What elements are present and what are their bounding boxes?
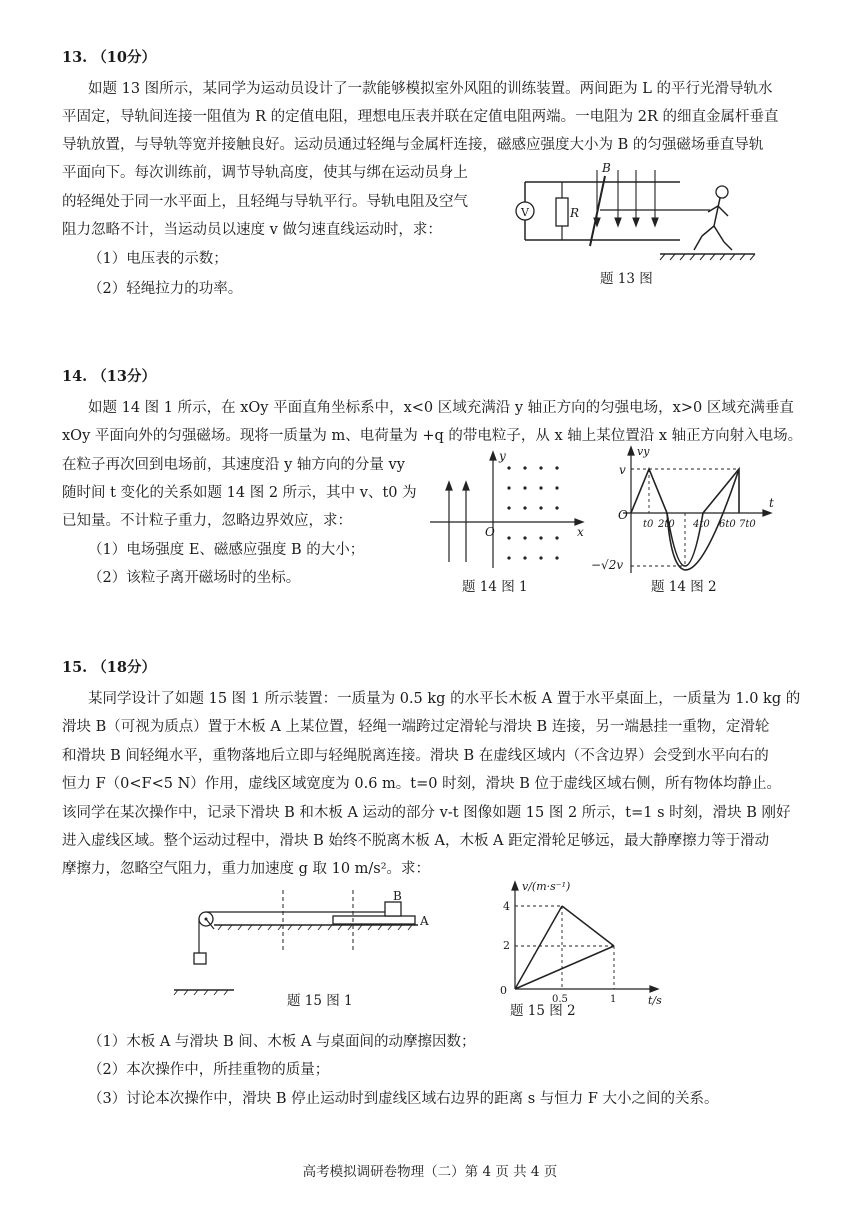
q14-figure-1-caption: 题 14 图 1 (462, 579, 528, 595)
q15-line: 摩擦力，忽略空气阻力，重力加速度 g 取 10 m/s²。求： (62, 861, 431, 877)
q15-fig2-y-label: v/(m·s⁻¹) (522, 880, 571, 893)
q14-figure-1 (425, 450, 590, 575)
q15-figure-2 (490, 878, 680, 1007)
q13-line: 的轻绳处于同一水平面上，且轻绳与导轨平行。导轨电阻及空气 (62, 194, 468, 210)
q14-fig2-tick: 6t0 (719, 519, 736, 530)
q14-fig2-neg-label: −√2v (591, 558, 624, 572)
q15-figure-1-caption: 题 15 图 1 (287, 993, 353, 1009)
q14-fig1-y-label: y (499, 449, 506, 463)
q15-fig1-b-label: B (393, 889, 402, 903)
q15-line: 滑块 B（可视为质点）置于木板 A 上某位置，轻绳一端跨过定滑轮与滑块 B 连接，另一端悬挂一重物，定滑轮 (62, 719, 770, 735)
q14-line: 随时间 t 变化的关系如题 14 图 2 所示，其中 v、t0 为 (62, 485, 417, 501)
q13-resistor-label: R (570, 206, 580, 220)
q15-fig2-y-tick: 4 (503, 900, 510, 913)
q15-item: （3）讨论本次操作中，滑块 B 停止运动时到虚线区域右边界的距离 s 与恒力 F 大小之间的关系。 (88, 1091, 719, 1107)
q14-fig2-y-label: vy (637, 445, 650, 458)
q15-fig2-x-tick: 1 (610, 994, 617, 1005)
q13-b-label: B (602, 161, 611, 175)
q15-figure-2-caption: 题 15 图 2 (510, 1003, 576, 1019)
q14-fig2-tick: 4t0 (693, 519, 710, 530)
q14-fig1-field-dots (507, 466, 558, 559)
q13-item: （1）电压表的示数； (88, 251, 228, 267)
q15-line: 该同学在某次操作中，记录下滑块 B 和木板 A 运动的部分 v-t 图像如题 15 图 2 所示，t=1 s 时刻，滑块 B 刚好 (62, 805, 791, 821)
q14-item: （1）电场强度 E、磁感应强度 B 的大小； (88, 542, 365, 558)
q13-line: 阻力忽略不计，当运动员以速度 v 做匀速直线运动时，求： (62, 222, 442, 238)
q14-fig2-origin: O (618, 508, 628, 522)
q13-figure (510, 160, 760, 270)
q13-line: 如题 13 图所示，某同学为运动员设计了一款能够模拟室外风阻的训练装置。两间距为 L 的平行光滑导轨水 (88, 81, 773, 97)
q14-fig2-v-label: v (619, 463, 626, 477)
q14-fig2-tick: t0 (643, 519, 654, 530)
q15-fig2-y-tick: 2 (503, 939, 510, 952)
q15-line: 某同学设计了如题 15 图 1 所示装置：一质量为 0.5 kg 的水平长木板 A 置于水平桌面上，一质量为 1.0 kg 的 (88, 691, 801, 707)
q13-header: 13. （10分） (62, 49, 156, 66)
page-footer: 高考模拟调研卷物理（二）第 4 页 共 4 页 (302, 1164, 558, 1180)
q15-header: 15. （18分） (62, 659, 156, 676)
q15-line: 进入虚线区域。整个运动过程中，滑块 B 始终不脱离木板 A，木板 A 距定滑轮足够远，最大静摩擦力等于滑动 (62, 833, 770, 849)
q15-fig2-x-tick: 0.5 (552, 994, 568, 1005)
q14-fig1-x-label: x (577, 525, 584, 539)
q15-fig1-a-label: A (420, 914, 429, 928)
q14-line: 如题 14 图 1 所示，在 xOy 平面直角坐标系中，x<0 区域充满沿 y 轴正方向的匀强电场，x>0 区域充满垂直 (88, 400, 794, 416)
q15-fig2-x-label: t/s (648, 994, 662, 1007)
q14-fig1-origin: O (485, 525, 495, 539)
q13-line: 平固定，导轨间连接一阻值为 R 的定值电阻，理想电压表并联在定值电阻两端。一电阻为 2R 的细直金属杆垂直 (62, 109, 779, 125)
q14-fig2-tick: 7t0 (739, 519, 756, 530)
q14-header: 14. （13分） (62, 368, 156, 385)
q14-line: 在粒子再次回到电场前，其速度沿 y 轴方向的分量 vy (62, 457, 405, 473)
q15-line: 和滑块 B 间轻绳水平，重物落地后立即与轻绳脱离连接。滑块 B 在虚线区域内（不含边界）会受到水平向右的 (62, 748, 769, 764)
q15-fig2-origin: 0 (500, 984, 507, 997)
q15-item: （2）本次操作中，所挂重物的质量； (88, 1062, 330, 1078)
q13-voltmeter-label: V (521, 206, 529, 219)
q13-line: 导轨放置，与导轨等宽并接触良好。运动员通过轻绳与金属杆连接，磁感应强度大小为 B 的匀强磁场垂直导轨 (62, 137, 764, 153)
q14-item: （2）该粒子离开磁场时的坐标。 (88, 570, 301, 586)
q13-figure-caption: 题 13 图 (600, 271, 653, 287)
q14-line: 已知量。不计粒子重力，忽略边界效应，求： (62, 513, 352, 529)
q14-fig2-x-label: t (769, 496, 774, 510)
q15-line: 恒力 F（0<F<5 N）作用，虚线区域宽度为 0.6 m。t=0 时刻，滑块 B 位于虚线区域右侧，所有物体均静止。 (62, 776, 781, 792)
q13-item: （2）轻绳拉力的功率。 (88, 281, 243, 297)
q15-item: （1）木板 A 与滑块 B 间、木板 A 与桌面间的动摩擦因数； (88, 1034, 476, 1050)
q14-line: xOy 平面向外的匀强磁场。现将一质量为 m、电荷量为 +q 的带电粒子，从 x 轴上某位置沿 x 轴正方向射入电场。 (62, 428, 803, 444)
q14-figure-2-caption: 题 14 图 2 (651, 579, 717, 595)
q15-figure-1 (188, 885, 443, 1000)
q14-figure-2 (591, 445, 783, 580)
q14-fig2-tick: 2t0 (658, 519, 675, 530)
q13-line: 平面向下。每次训练前，调节导轨高度，使其与绑在运动员身上 (62, 165, 468, 181)
